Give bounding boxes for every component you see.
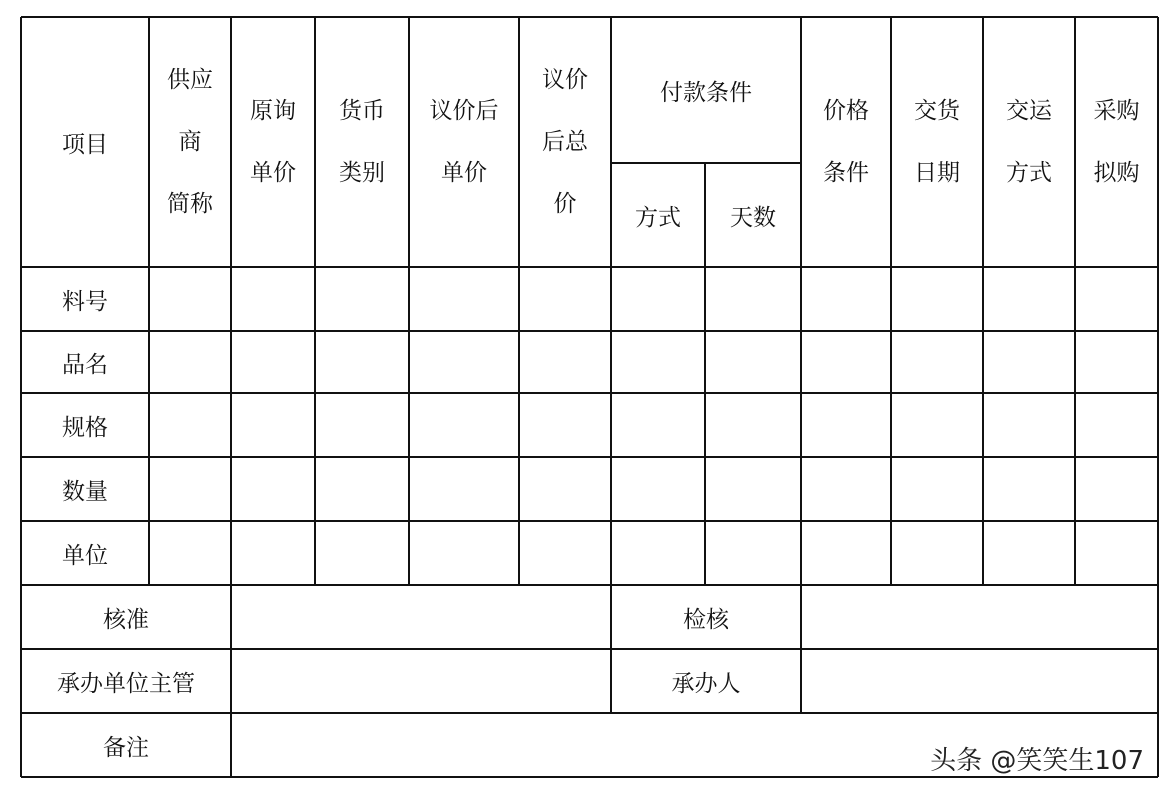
- header-neg-total-line3: 价: [553, 191, 577, 217]
- row-label-part-no: [21, 267, 149, 331]
- header-supplier-line1: 供应: [167, 67, 213, 93]
- row-label-text: 料号: [62, 288, 108, 315]
- header-price-terms-line2: 条件: [823, 160, 869, 186]
- header-currency-line2: 类别: [339, 160, 385, 186]
- header-payment-terms: [611, 17, 801, 163]
- header-shipping-line2: 方式: [1006, 160, 1052, 186]
- header-currency-line1: 货币: [339, 98, 385, 124]
- watermark: 头条 @笑笑生107: [930, 746, 1144, 776]
- header-item-label: 项目: [62, 131, 108, 158]
- header-delivery-date: [891, 17, 983, 267]
- footer-handler-label: 承办人: [671, 670, 741, 697]
- header-purchase: [1075, 17, 1158, 267]
- header-purchase-line2: 拟购: [1093, 160, 1140, 186]
- header-delivery-date-line1: 交货: [914, 98, 960, 124]
- header-pay-days-label: 天数: [730, 204, 776, 231]
- row-label-text: 单位: [62, 542, 108, 569]
- footer-handler: [611, 649, 801, 713]
- header-neg-total-line1: 议价: [542, 67, 588, 93]
- header-orig-price: [231, 17, 315, 267]
- header-shipping-line1: 交运: [1006, 98, 1052, 124]
- footer-dept-head: [21, 649, 231, 713]
- header-neg-total-line2: 后总: [542, 129, 588, 155]
- row-label-quantity: [21, 457, 149, 521]
- header-pay-method: [611, 163, 705, 267]
- header-item: [21, 17, 149, 267]
- header-supplier-line2: 商: [178, 129, 202, 155]
- header-pay-method-label: 方式: [635, 204, 681, 231]
- header-neg-unit-price: [409, 17, 519, 267]
- header-price-terms-line1: 价格: [823, 98, 869, 124]
- footer-approve-label: 核准: [103, 606, 149, 633]
- footer-check: [611, 585, 801, 649]
- header-orig-price-line2: 单价: [250, 160, 296, 186]
- header-supplier-line3: 简称: [167, 191, 213, 217]
- header-neg-unit-price-line2: 单价: [441, 160, 487, 186]
- header-supplier: [149, 17, 231, 267]
- header-neg-total: [519, 17, 611, 267]
- row-label-product-name: [21, 331, 149, 393]
- footer-check-label: 检核: [683, 606, 729, 633]
- footer-dept-head-label: 承办单位主管: [57, 670, 195, 697]
- row-label-unit: [21, 521, 149, 585]
- header-shipping: [983, 17, 1075, 267]
- row-label-spec: [21, 393, 149, 457]
- row-label-text: 规格: [62, 414, 108, 441]
- footer-remarks: [21, 713, 231, 777]
- header-pay-days: [705, 163, 801, 267]
- row-label-text: 品名: [62, 351, 108, 378]
- footer-approve: [21, 585, 231, 649]
- footer-remarks-label: 备注: [103, 734, 149, 761]
- header-delivery-date-line2: 日期: [914, 160, 960, 186]
- header-currency: [315, 17, 409, 267]
- row-label-text: 数量: [62, 478, 108, 505]
- header-orig-price-line1: 原询: [250, 98, 296, 124]
- header-neg-unit-price-line1: 议价后: [429, 98, 499, 124]
- header-purchase-line1: 采购: [1093, 98, 1140, 124]
- header-payment-terms-label: 付款条件: [660, 79, 752, 106]
- header-price-terms: [801, 17, 891, 267]
